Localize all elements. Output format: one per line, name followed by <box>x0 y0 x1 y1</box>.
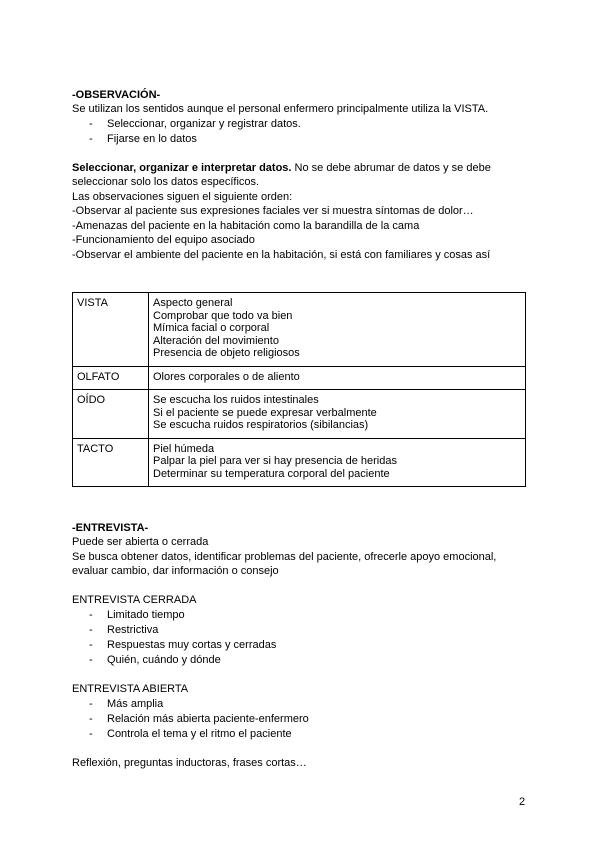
entrevista-heading: -ENTREVISTA- <box>72 522 149 534</box>
table-row <box>73 293 526 367</box>
senses-table <box>72 292 526 487</box>
list-item: - Relación más abierta paciente-enfermero <box>89 713 309 725</box>
table-cell-label: VISTA <box>73 293 149 367</box>
entrevista-line: Se busca obtener datos, identificar problemas del paciente, ofrecerle apoyo emocional, <box>72 551 497 563</box>
table-cell-label: TACTO <box>73 438 149 487</box>
list-item: - Controla el tema y el ritmo el paciente <box>89 728 292 740</box>
table-cell-label: OLFATO <box>73 366 149 390</box>
list-item: - Respuestas muy cortas y cerradas <box>89 639 277 651</box>
table-row <box>73 390 526 439</box>
page-number: 2 <box>519 796 526 808</box>
table-row <box>73 438 526 487</box>
entrevista-line: evaluar cambio, dar información o consejo <box>72 565 279 577</box>
table-cell-label: OÍDO <box>73 390 149 439</box>
observacion-heading: -OBSERVACIÓN- <box>72 89 161 101</box>
table-cell-items: Aspecto general Comprobar que todo va bien Mímica facial o corporal Alteración del movimiento Presencia de objeto religiosos <box>149 293 526 367</box>
observacion-paragraph-line2: seleccionar solo los datos específicos. <box>72 176 260 188</box>
table-cell-items: Se escucha los ruidos intestinales Si el paciente se puede expresar verbalmente Se escucha ruidos respiratorios (sibilancias) <box>149 390 526 439</box>
table-row <box>73 366 526 390</box>
entrevista-abierta-title: ENTREVISTA ABIERTA <box>72 683 189 695</box>
observacion-intro: Se utilizan los sentidos aunque el personal enfermero principalmente utiliza la VISTA. <box>72 103 489 115</box>
entrevista-cerrada-title: ENTREVISTA CERRADA <box>72 594 197 606</box>
list-item: - Limitado tiempo <box>89 609 185 621</box>
list-item: - Quién, cuándo y dónde <box>89 654 221 666</box>
list-item: -Observar el ambiente del paciente en la habitación, si está con familiares y cosas así <box>72 249 491 261</box>
list-item: -Amenazas del paciente en la habitación como la barandilla de la cama <box>72 220 420 232</box>
list-item: -Funcionamiento del equipo asociado <box>72 234 255 246</box>
list-item: - Fijarse en lo datos <box>89 133 197 145</box>
entrevista-line: Puede ser abierta o cerrada <box>72 536 209 548</box>
order-intro: Las observaciones siguen el siguiente orden: <box>72 191 293 203</box>
closing-line: Reflexión, preguntas inductoras, frases cortas… <box>72 757 307 769</box>
table-cell-items: Olores corporales o de aliento <box>149 366 526 390</box>
list-item: - Seleccionar, organizar y registrar datos. <box>89 118 301 130</box>
table-cell-items: Piel húmeda Palpar la piel para ver si hay presencia de heridas Determinar su temperatura corporal del paciente <box>149 438 526 487</box>
list-item: -Observar al paciente sus expresiones faciales ver si muestra síntomas de dolor… <box>72 205 474 217</box>
list-item: - Restrictiva <box>89 624 159 636</box>
list-item: - Más amplia <box>89 698 164 710</box>
observacion-paragraph: Seleccionar, organizar e interpretar datos. No se debe abrumar de datos y se debe <box>72 162 491 174</box>
